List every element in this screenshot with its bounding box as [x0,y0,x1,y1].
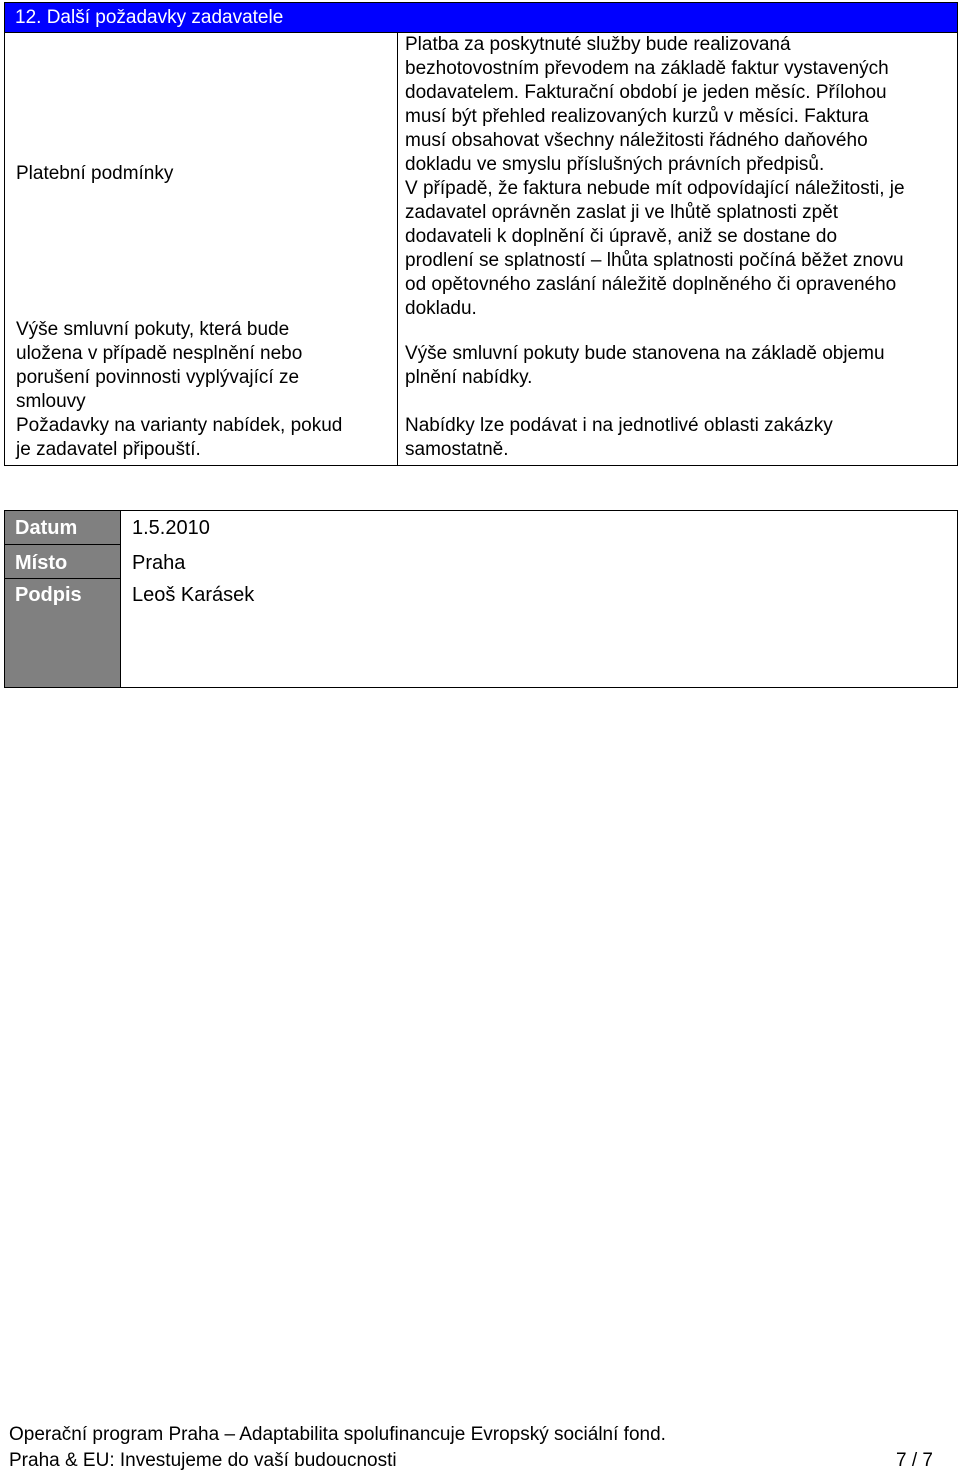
date-label: Datum [15,517,78,539]
penalty-label-line: uložena v případě nesplnění nebo [16,343,303,364]
penalty-line: plnění nabídky. [405,367,533,388]
payment-terms-line: zadavatel oprávněn zaslat ji ve lhůtě splatnosti zpět [405,202,839,223]
penalty-label-line: Výše smluvní pokuty, která bude [16,319,290,340]
penalty-text [405,342,953,390]
payment-terms-text [405,33,953,321]
variants-line: samostatně. [405,439,509,460]
variants-line: Nabídky lze podávat i na jednotlivé oblasti zakázky [405,415,833,436]
penalty-label-line: porušení povinnosti vyplývající ze [16,367,300,388]
variants-text [405,414,953,462]
row-divider [5,544,120,545]
payment-terms-line: prodlení se splatností – lhůta splatnosti počíná běžet znovu [405,250,904,271]
variants-label-line: je zadavatel připouští. [16,439,201,460]
payment-terms-line: musí obsahovat všechny náležitosti řádného daňového [405,130,868,151]
payment-terms-line: od opětovného zaslání náležitě doplněného či opraveného [405,274,897,295]
payment-terms-line: dokladu. [405,298,477,319]
date-row [5,513,957,543]
penalty-line: Výše smluvní pokuty bude stanovena na základě objemu [405,343,885,364]
variants-label-line: Požadavky na varianty nabídek, pokud [16,415,343,436]
requirements-body [5,33,957,465]
penalty-label-line: smlouvy [16,391,86,412]
variants-label [16,414,388,462]
payment-terms-line: dodavatelem. Fakturační období je jeden měsíc. Přílohou [405,82,887,103]
column-divider [397,33,398,465]
signature-value: Leoš Karásek [132,584,255,606]
payment-terms-line: dodavateli k doplnění či úpravě, aniž se dostane do [405,226,838,247]
payment-terms-line: musí být přehled realizovaných kurzů v měsíci. Faktura [405,106,869,127]
page-number: 7 / 7 [896,1450,933,1471]
signature-label: Podpis [15,584,82,606]
payment-terms-line: dokladu ve smyslu příslušných právních předpisů. [405,154,825,175]
footer-line-1: Operační program Praha – Adaptabilita spolufinancuje Evropský sociální fond. [9,1424,666,1445]
footer-line-2 [9,1449,949,1473]
section-header: 12. Další požadavky zadavatele [5,3,957,33]
row-divider [5,578,120,579]
place-row [5,548,957,578]
footer-motto: Praha & EU: Investujeme do vaší budoucnosti [9,1450,397,1471]
payment-terms-line: Platba za poskytnuté služby bude realizovaná [405,34,791,55]
place-value: Praha [132,552,186,574]
place-label: Místo [15,552,68,574]
payment-terms-line: V případě, že faktura nebude mít odpovídající náležitosti, je [405,178,905,199]
payment-terms-label: Platební podmínky [16,163,174,184]
signature-row [5,580,957,610]
signature-table [4,510,958,688]
date-value: 1.5.2010 [132,517,210,539]
payment-terms-line: bezhotovostním převodem na základě faktur vystavených [405,58,889,79]
penalty-label [16,318,388,414]
requirements-table [4,2,958,466]
